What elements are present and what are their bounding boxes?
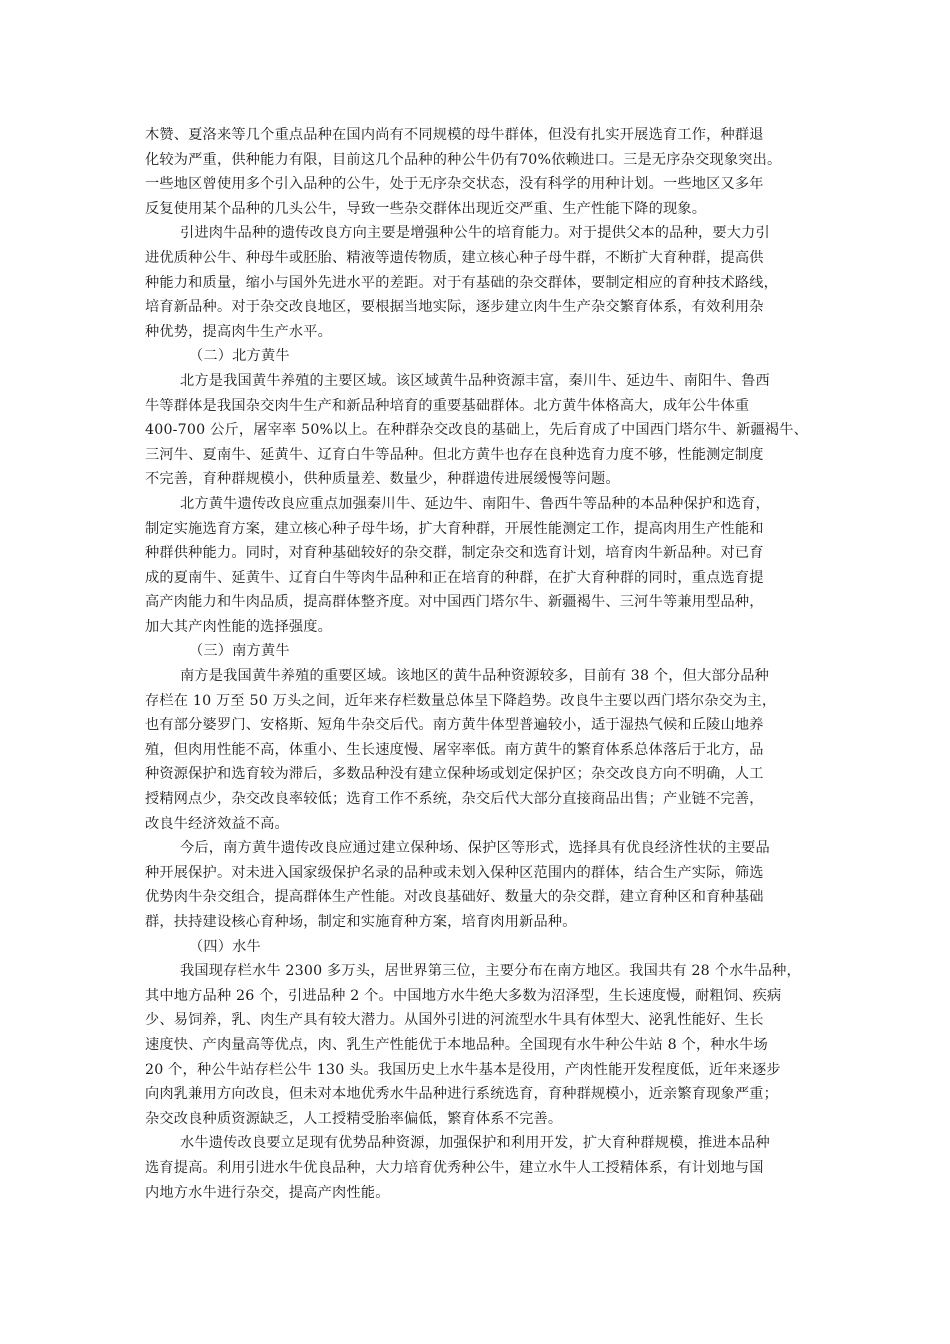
text-line: 种能力和质量，缩小与国外先进水平的差距。对于有基础的杂交群体，要制定相应的育种技术路线， bbox=[145, 274, 779, 291]
text-line: 一些地区曾使用多个引入品种的公牛，处于无序杂交状态，没有科学的用种计划。一些地区又多年 bbox=[145, 176, 764, 193]
text-line: 400-700 公斤，屠宰率 50%以上。在种群杂交改良的基础上，先后育成了中国西门塔尔牛、新疆褐牛、 bbox=[145, 422, 809, 439]
text-line: 向肉乳兼用方向改良，但未对本地优秀水牛品种进行系统选育，育种群规模小，近亲繁育现象严重； bbox=[145, 1086, 779, 1103]
text-line: 种优势，提高肉牛生产水平。 bbox=[145, 323, 333, 340]
text-line: 殖，但肉用性能不高，体重小、生长速度慢、屠宰率低。南方黄牛的繁育体系总体落后于北方，品 bbox=[145, 741, 764, 758]
text-line: 北方是我国黄牛养殖的主要区域。该区域黄牛品种资源丰富，秦川牛、延边牛、南阳牛、鲁西 bbox=[180, 372, 770, 389]
text-line: 少、易饲养，乳、肉生产具有较大潜力。从国外引进的河流型水牛具有体型大、泌乳性能好、生长 bbox=[145, 1012, 764, 1029]
text-line: 种资源保护和选育较为滞后，多数品种没有建立保种场或划定保护区；杂交改良方向不明确，人工 bbox=[145, 766, 764, 783]
text-line: 其中地方品种 26 个，引进品种 2 个。中国地方水牛绝大多数为沼泽型，生长速度慢，耐粗饲、疾病 bbox=[145, 987, 782, 1004]
text-line: 速度快、产肉量高等优点，肉、乳生产性能优于本地品种。全国现有水牛种公牛站 8 个，种水牛场 bbox=[145, 1036, 768, 1053]
text-line: 优势肉牛杂交组合，提高群体生产性能。对改良基础好、数量大的杂交群，建立育种区和育种基础 bbox=[145, 889, 764, 906]
text-line: 加大其产肉性能的选择强度。 bbox=[145, 618, 333, 635]
text-line: 杂交改良种质资源缺乏，人工授精受胎率偏低，繁育体系不完善。 bbox=[145, 1110, 563, 1127]
text-line: 引进肉牛品种的遗传改良方向主要是增强种公牛的培育能力。对于提供父本的品种，要大力引 bbox=[180, 225, 770, 242]
text-line: 化较为严重，供种能力有限，目前这几个品种的种公牛仍有70%依赖进口。三是无序杂交现象突出。 bbox=[145, 151, 782, 168]
text-line: 高产肉能力和牛肉品质，提高群体整齐度。对中国西门塔尔牛、新疆褐牛、三河牛等兼用型品种， bbox=[145, 594, 764, 611]
text-line: 三河牛、夏南牛、延黄牛、辽育白牛等品种。但北方黄牛也存在良种选育力度不够，性能测定制度 bbox=[145, 446, 764, 463]
text-line: 成的夏南牛、延黄牛、辽育白牛等肉牛品种和正在培育的种群，在扩大育种群的同时，重点选育提 bbox=[145, 569, 764, 586]
section-heading: （二）北方黄牛 bbox=[189, 348, 290, 365]
text-line: 制定实施选育方案，建立核心种子母牛场，扩大育种群，开展性能测定工作，提高肉用生产性能和 bbox=[145, 520, 764, 537]
text-line: 改良牛经济效益不高。 bbox=[145, 815, 289, 832]
text-line: 选育提高。利用引进水牛优良品种，大力培育优秀种公牛，建立水牛人工授精体系，有计划地与国 bbox=[145, 1159, 764, 1176]
text-line: 种开展保护。对未进入国家级保护名录的品种或未划入保种区范围内的群体，结合生产实际，筛选 bbox=[145, 864, 764, 881]
text-line: 木赞、夏洛来等几个重点品种在国内尚有不同规模的母牛群体，但没有扎实开展选育工作，种群退 bbox=[145, 127, 764, 143]
text-line: 内地方水牛进行杂交，提高产肉性能。 bbox=[145, 1184, 390, 1201]
section-heading: （三）南方黄牛 bbox=[189, 643, 290, 660]
text-line: 北方黄牛遗传改良应重点加强秦川牛、延边牛、南阳牛、鲁西牛等品种的本品种保护和选育， bbox=[180, 495, 770, 512]
text-line: 牛等群体是我国杂交肉牛生产和新品种培育的重要基础群体。北方黄牛体格高大，成年公牛体重 bbox=[145, 397, 750, 414]
text-line: 水牛遗传改良要立足现有优势品种资源，加强保护和利用开发，扩大育种群规模，推进本品种 bbox=[180, 1135, 770, 1152]
text-line: 授精网点少，杂交改良率较低；选育工作不系统，杂交后代大部分直接商品出售；产业链不完善， bbox=[145, 791, 764, 808]
text-line: 进优质种公牛、种母牛或胚胎、精液等遗传物质，建立核心种子母牛群，不断扩大育种群，提高供 bbox=[145, 249, 764, 266]
body-text bbox=[145, 123, 815, 1205]
text-line: 不完善，育种群规模小，供种质量差、数量少，种群遗传进展缓慢等问题。 bbox=[145, 471, 620, 488]
text-line: 存栏在 10 万至 50 万头之间，近年来存栏数量总体呈下降趋势。改良牛主要以西门塔尔杂交为主， bbox=[145, 692, 777, 709]
text-line: 20 个，种公牛站存栏公牛 130 头。我国历史上水牛基本是役用，产肉性能开发程度低，近年来逐步 bbox=[145, 1061, 781, 1078]
section-heading: （四）水牛 bbox=[189, 938, 261, 955]
text-line: 反复使用某个品种的几头公牛，导致一些杂交群体出现近交严重、生产性能下降的现象。 bbox=[145, 200, 707, 217]
text-line: 我国现存栏水牛 2300 多万头，居世界第三位，主要分布在南方地区。我国共有 28 个水牛品种， bbox=[180, 963, 801, 980]
text-line: 培育新品种。对于杂交改良地区，要根据当地实际，逐步建立肉牛生产杂交繁育体系，有效利用杂 bbox=[145, 299, 764, 316]
text-line: 群，扶持建设核心育种场，制定和实施育种方案，培育肉用新品种。 bbox=[145, 914, 577, 930]
text-line: 南方是我国黄牛养殖的重要区域。该地区的黄牛品种资源较多，目前有 38 个，但大部分品种 bbox=[180, 668, 769, 685]
text-line: 今后，南方黄牛遗传改良应通过建立保种场、保护区等形式，选择具有优良经济性状的主要品 bbox=[180, 840, 770, 857]
text-line: 种群供种能力。同时，对育种基础较好的杂交群，制定杂交和选育计划，培育肉牛新品种。对已育 bbox=[145, 545, 764, 562]
text-line: 也有部分婆罗门、安格斯、短角牛杂交后代。南方黄牛体型普遍较小，适于湿热气候和丘陵山地养 bbox=[145, 717, 764, 734]
